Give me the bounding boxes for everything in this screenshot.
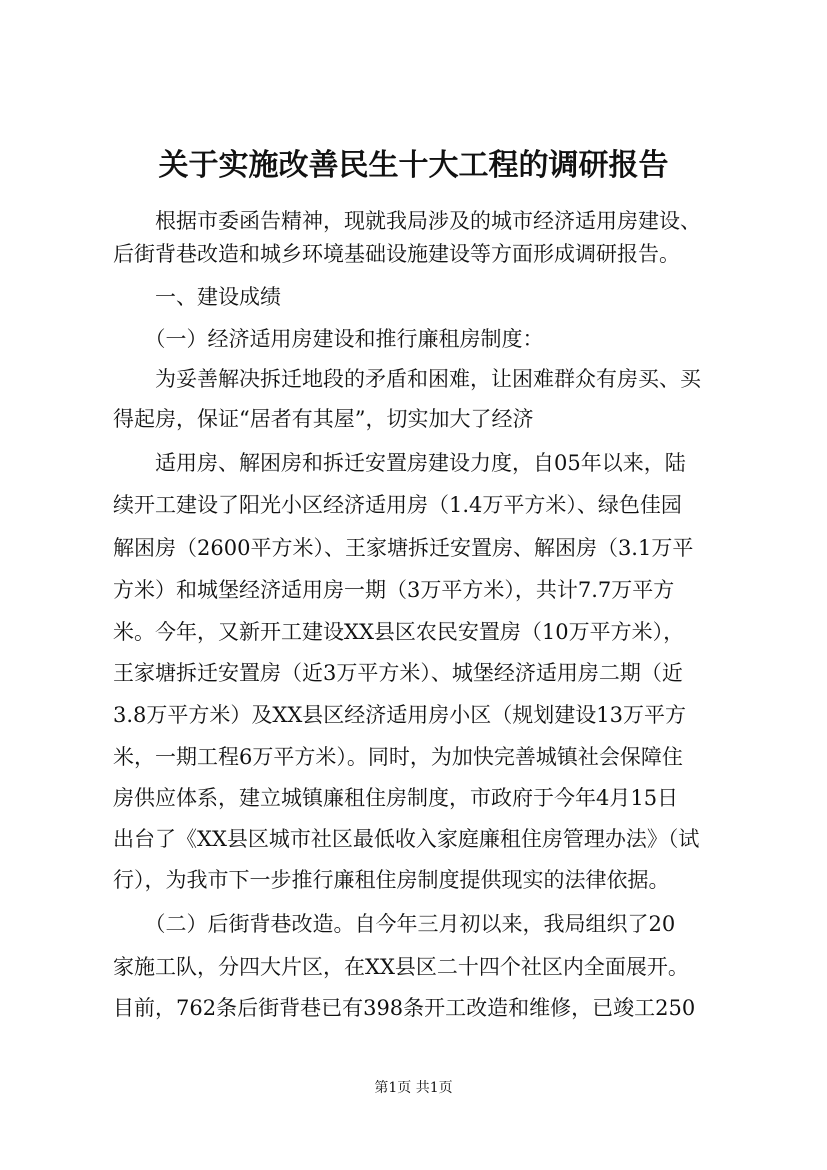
paragraph-line-18: 目前，762条后街背巷已有398条开工改造和维修，已竣工250	[113, 996, 696, 1020]
paragraph-line-6: 续开工建设了阳光小区经济适用房（1.4万平方米）、绿色佳园	[113, 493, 682, 517]
paragraph-line-1: 根据市委函告精神，现就我局涉及的城市经济适用房建设、	[113, 209, 701, 233]
paragraph-line-11: 3.8万平方米）及XX县区经济适用房小区（规划建设13万平方	[113, 703, 687, 727]
paragraph-line-15: 行），为我市下一步推行廉租住房制度提供现实的法律依据。	[113, 868, 670, 892]
paragraph-line-3: 为妥善解决拆迁地段的矛盾和困难，让困难群众有房买、买	[113, 367, 701, 391]
paragraph-line-4: 得起房，保证“居者有其屋”，切实加大了经济	[113, 407, 534, 431]
paragraph-line-16: （二）后街背巷改造。自今年三月初以来，我局组织了20	[113, 912, 676, 936]
paragraph-line-5: 适用房、解困房和拆迁安置房建设力度，自05年以来，陆	[113, 451, 686, 475]
section-heading-1: 一、建设成绩	[113, 285, 281, 309]
paragraph-line-14: 出台了《XX县区城市社区最低收入家庭廉租住房管理办法》（试	[113, 827, 700, 851]
paragraph-line-9: 米。今年，又新开工建设XX县区农民安置房（10万平方米），	[113, 620, 685, 644]
paragraph-line-12: 米，一期工程6万平方米）。同时，为加快完善城镇社会保障住	[113, 745, 683, 769]
paragraph-line-2: 后街背巷改造和城乡环境基础设施建设等方面形成调研报告。	[113, 242, 680, 266]
document-title: 关于实施改善民生十大工程的调研报告	[158, 148, 669, 183]
paragraph-line-10: 王家塘拆迁安置房（近3万平方米）、城堡经济适用房二期（近	[113, 661, 683, 685]
page-footer: 第1页 共1页	[374, 1080, 453, 1096]
paragraph-line-8: 方米）和城堡经济适用房一期（3万平方米），共计7.7万平方	[113, 578, 675, 602]
paragraph-line-7: 解困房（2600平方米）、王家塘拆迁安置房、解困房（3.1万平	[113, 536, 694, 560]
paragraph-line-17: 家施工队，分四大片区，在XX县区二十四个社区内全面展开。	[113, 955, 689, 979]
subsection-heading-1: （一）经济适用房建设和推行廉租房制度：	[113, 327, 544, 351]
paragraph-line-13: 房供应体系，建立城镇廉租住房制度，市政府于今年4月15日	[113, 786, 679, 810]
